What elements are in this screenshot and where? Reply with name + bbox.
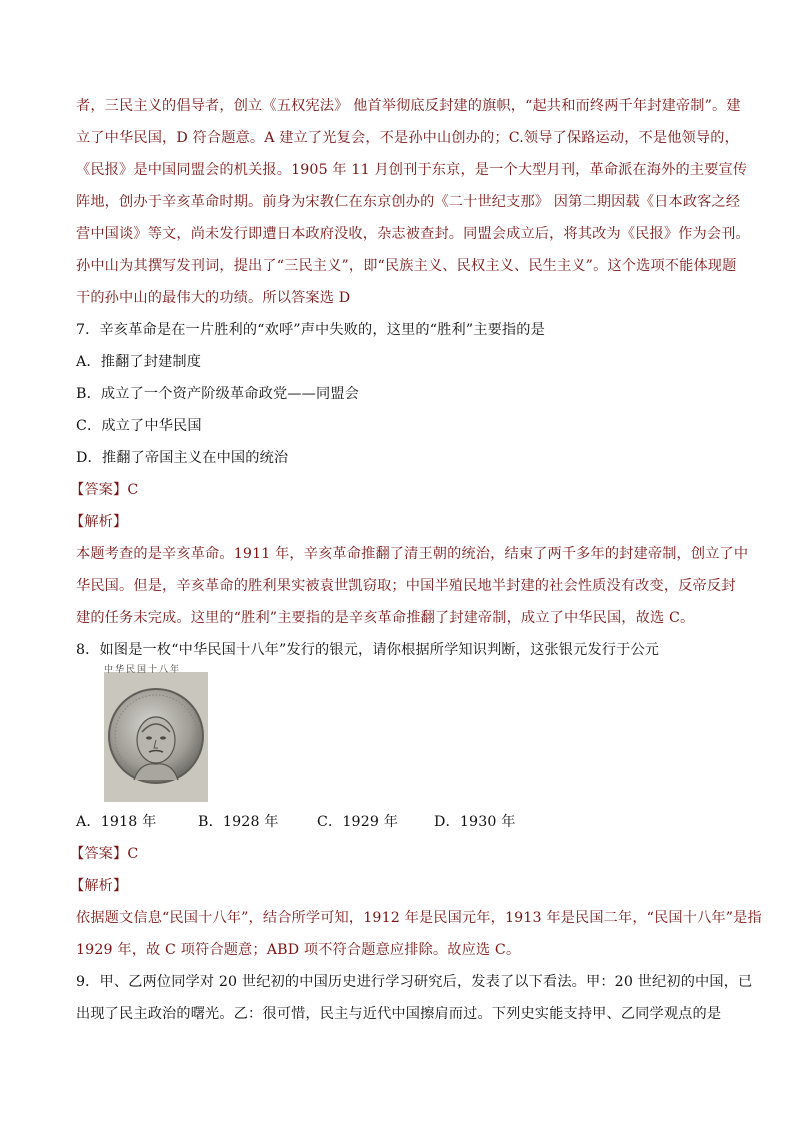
question-stem: 9．甲、乙两位同学对 20 世纪初的中国历史进行学习研究后，发表了以下看法。甲：20 世纪初的中国，已 (76, 974, 753, 990)
option-d: D．1930 年 (434, 814, 516, 830)
question-9 (76, 966, 753, 1030)
option-c: C．成立了中华民国 (76, 418, 202, 434)
portrait-eye-left (146, 736, 152, 739)
options-row (76, 806, 726, 838)
analysis-line: 本题考查的是辛亥革命。1911 年，辛亥革命推翻了清王朝的统治，结束了两千多年的封建帝制，创立了中 (76, 546, 749, 562)
silver-coin-image (104, 665, 208, 802)
answer-label: 【答案】C (70, 482, 139, 498)
option-b: B．1928 年 (198, 814, 279, 830)
explanation-line: 立了中华民国，D 符合题意。A 建立了光复会，不是孙中山创办的；C.领导了保路运动，不是他领导的， (76, 130, 739, 146)
explanation-line: 孙中山为其撰写发刊词，提出了“三民主义”，即“民族主义、民权主义、民生主义”。这个选项不能体现题 (76, 258, 737, 274)
analysis-label: 【解析】 (70, 878, 128, 894)
coin-inscription: 中华民国十八年 (104, 665, 182, 675)
option-a: A．1918 年 (76, 814, 157, 830)
explanation-line: 者，三民主义的倡导者，创立《五权宪法》 他首举彻底反封建的旗帜，“起共和而终两千年封建帝制”。建 (76, 98, 741, 114)
document-page (70, 90, 762, 1030)
q6-explanation (76, 90, 750, 314)
explanation-line: 《民报》是中国同盟会的机关报。1905 年 11 月创刊于东京，是一个大型月刊，革命派在海外的主要宣传 (76, 162, 748, 178)
coin-photo (104, 665, 208, 802)
explanation-line: 营中国谈》等文，尚未发行即遭日本政府没收，杂志被查封。同盟会成立后，将其改为《民报》作为会刊。 (76, 226, 750, 242)
question-8 (70, 634, 762, 966)
analysis-line: 华民国。但是，辛亥革命的胜利果实被袁世凯窃取；中国半殖民地半封建的社会性质没有改变，反帝反封 (76, 578, 736, 594)
question-stem: 出现了民主政治的曙光。乙：很可惜，民主与近代中国擦肩而过。下列史实能支持甲、乙同学观点的是 (76, 1006, 722, 1022)
question-stem: 8．如图是一枚“中华民国十八年”发行的银元，请你根据所学知识判断，这张银元发行于公元 (76, 642, 660, 658)
explanation-line: 阵地，创办于辛亥革命时期。前身为宋教仁在东京创办的《二十世纪支那》 因第二期因载《日本政客之经 (76, 194, 741, 210)
option-a: A．推翻了封建制度 (76, 354, 202, 370)
question-7 (70, 314, 749, 634)
analysis-line: 依据题文信息“民国十八年”，结合所学可知，1912 年是民国元年，1913 年是民国二年，“民国十八年”是指 (76, 910, 762, 926)
option-c: C．1929 年 (317, 814, 399, 830)
portrait-eye-right (160, 736, 166, 739)
option-b: B．成立了一个资产阶级革命政党——同盟会 (76, 386, 359, 402)
option-d: D．推翻了帝国主义在中国的统治 (76, 450, 289, 466)
question-stem: 7．辛亥革命是在一片胜利的“欢呼”声中失败的，这里的“胜利”主要指的是 (76, 322, 545, 338)
explanation-line: 干的孙中山的最伟大的功绩。所以答案选 D (76, 290, 351, 306)
analysis-line: 建的任务未完成。这里的“胜利”主要指的是辛亥革命推翻了封建帝制，成立了中华民国，故选 C。 (76, 610, 695, 626)
answer-label: 【答案】C (70, 846, 139, 862)
analysis-line: 1929 年，故 C 项符合题意；ABD 项不符合题意应排除。故应选 C。 (76, 942, 521, 958)
analysis-label: 【解析】 (70, 514, 128, 530)
